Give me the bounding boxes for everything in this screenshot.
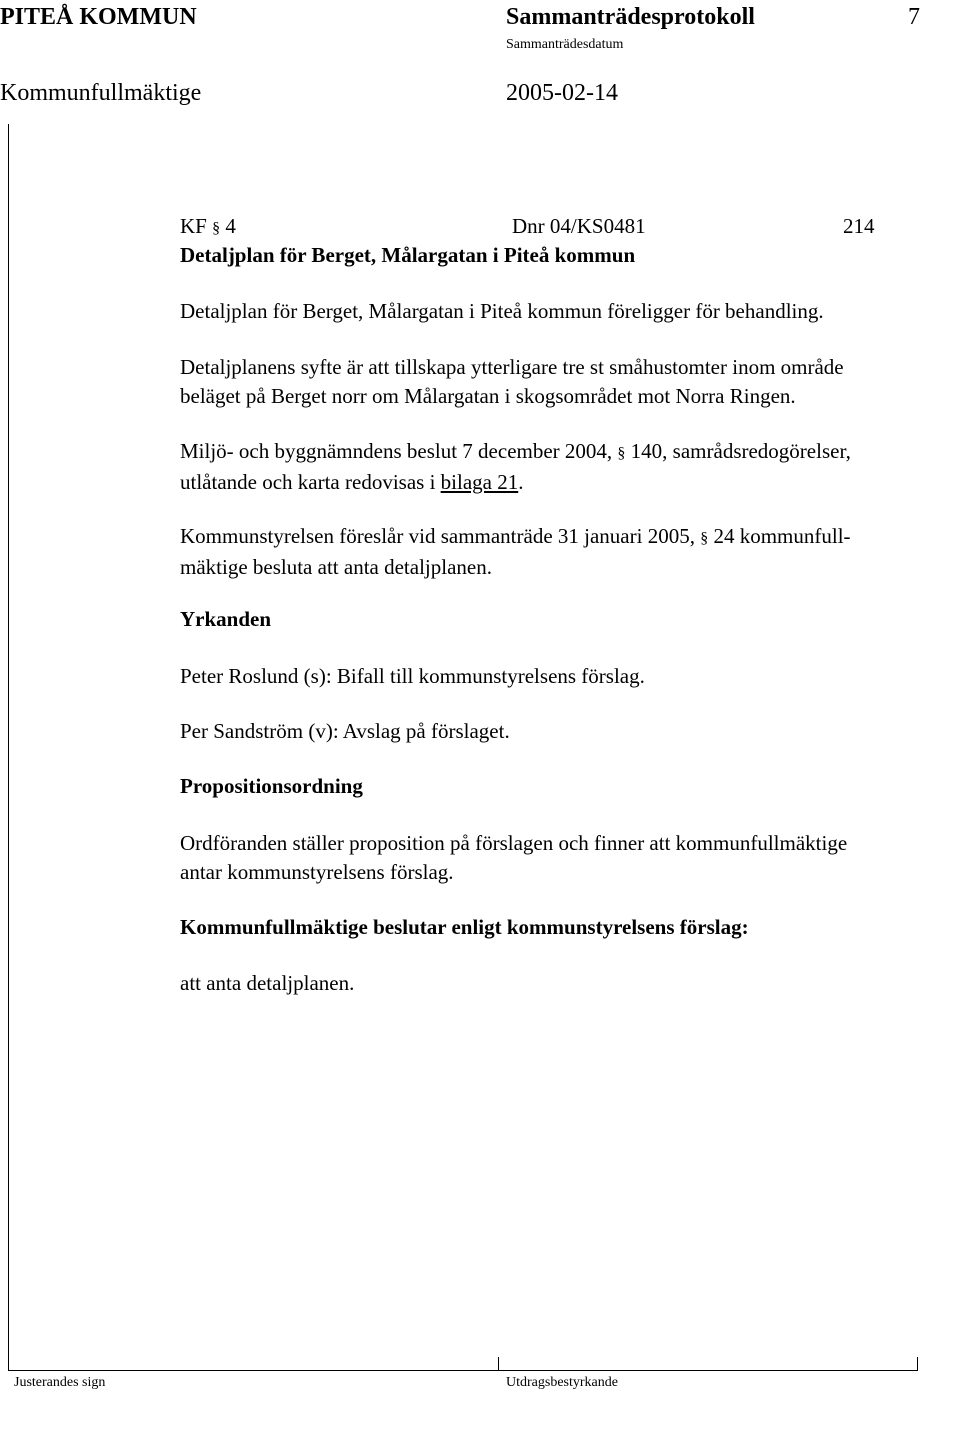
paragraph-2-line-2: beläget på Berget norr om Målargatan i skogsområdet mot Norra Ringen. [180, 384, 796, 408]
left-margin-line [8, 124, 9, 1370]
proposition-line-1: Ordföranden ställer proposition på förslagen och finner att kommunfullmäktige [180, 831, 848, 855]
dnr: Dnr 04/KS0481 [512, 214, 646, 238]
paragraph-3-line-1 [180, 437, 960, 468]
footer-divider-tick [498, 1357, 499, 1370]
paragraph-2 [180, 353, 960, 411]
section-sign: § [700, 530, 709, 547]
document-title: Sammanträdesprotokoll [506, 4, 755, 30]
assembly-name: Kommunfullmäktige [0, 80, 202, 106]
decision-heading: Kommunfullmäktige beslutar enligt kommunstyrelsens förslag: [180, 915, 749, 939]
page-number: 7 [908, 4, 920, 30]
org-name: PITEÅ KOMMUN [0, 4, 197, 30]
paragraph-3-text-a: Miljö- och byggnämndens beslut 7 december 2004, [180, 439, 613, 463]
paragraph-3-line-2 [180, 468, 960, 497]
item-title: Detaljplan för Berget, Målargatan i Piteå kommun [180, 243, 636, 267]
attachment-link[interactable]: bilaga 21 [440, 470, 519, 494]
paragraph-3-text-c: utlåtande och karta redovisas i [180, 470, 436, 494]
section-sign: § [212, 220, 221, 237]
paragraph-1 [180, 297, 960, 326]
yrkanden-heading: Yrkanden [180, 607, 272, 631]
paragraph-3-text-d: . [518, 470, 524, 494]
paragraph-1-line-1: Detaljplan för Berget, Målargatan i Piteå kommun föreligger för behandling. [180, 299, 824, 323]
item-number: 4 [225, 214, 236, 238]
paragraph-4-text-b: 24 kommunfull- [713, 524, 851, 548]
proposition-heading: Propositionsordning [180, 774, 363, 798]
paragraph-4-line-2: mäktige besluta att anta detaljplanen. [180, 555, 492, 579]
paragraph-3 [180, 437, 960, 497]
footer-certification-label: Utdragsbestyrkande [506, 1375, 618, 1390]
item-id: KF [180, 214, 207, 238]
paragraph-4-text-a: Kommunstyrelsen föreslår vid sammanträde 31 januari 2005, [180, 524, 695, 548]
decision-text: att anta detaljplanen. [180, 971, 355, 995]
paragraph-4 [180, 522, 960, 582]
item-ref [180, 212, 236, 243]
footer-end-tick [917, 1357, 918, 1370]
section-sign: § [617, 445, 626, 462]
paragraph-2-line-1: Detaljplanens syfte är att tillskapa ytterligare tre st småhustomter inom område [180, 355, 844, 379]
paragraph-4-line-1 [180, 522, 960, 553]
paragraph-3-text-b: 140, samrådsredogörelser, [630, 439, 851, 463]
footer-signature-label: Justerandes sign [14, 1375, 106, 1390]
yrkande-item-2: Per Sandström (v): Avslag på förslaget. [180, 719, 510, 743]
footer-line [8, 1370, 918, 1371]
proposition-line-2: antar kommunstyrelsens förslag. [180, 860, 454, 884]
yrkande-item-1: Peter Roslund (s): Bifall till kommunstyrelsens förslag. [180, 664, 645, 688]
date-label: Sammanträdesdatum [506, 37, 624, 52]
item-code: 214 [843, 214, 875, 238]
proposition-text [180, 829, 960, 887]
meeting-date: 2005-02-14 [506, 80, 618, 106]
